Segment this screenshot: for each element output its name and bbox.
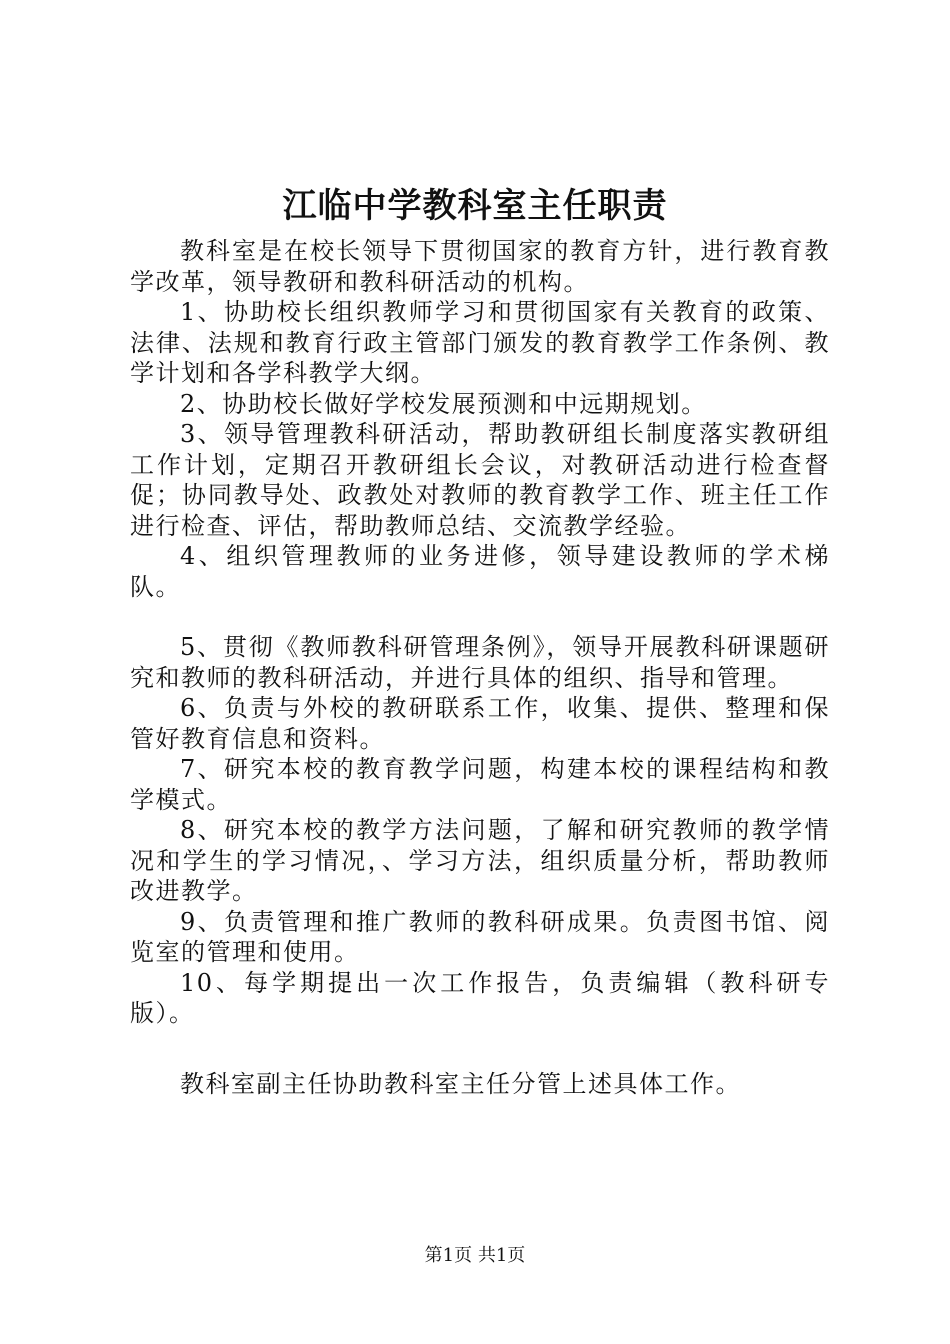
paragraph-intro: 教科室是在校长领导下贯彻国家的教育方针，进行教育教学改革，领导教研和教科研活动的机构。 [130,237,830,296]
paragraph-item-8: 8、研究本校的教学方法问题，了解和研究教师的教学情况和学生的学习情况，、学习方法，组织质量分析，帮助教师改进教学。 [130,816,830,905]
paragraph-item-3: 3、领导管理教科研活动，帮助教研组长制度落实教研组工作计划，定期召开教研组长会议，对教研活动进行检查督促；协同教导处、政教处对教师的教育教学工作、班主任工作进行检查、评估，帮助教师总结、交流教学经验。 [130,420,830,540]
document-body [130,236,830,1099]
paragraph-item-2: 2、协助校长做好学校发展预测和中远期规划。 [180,389,707,418]
paragraph-item-4: 4、组织管理教师的业务进修，领导建设教师的学术梯队。 [130,542,830,601]
page-title: 江临中学教科室主任职责 [282,186,668,226]
paragraph-item-9: 9、负责管理和推广教师的教科研成果。负责图书馆、阅览室的管理和使用。 [130,907,830,966]
paragraph-item-7: 7、研究本校的教育教学问题，构建本校的课程结构和教学模式。 [130,755,830,814]
paragraph-item-6: 6、负责与外校的教研联系工作，收集、提供、整理和保管好教育信息和资料。 [130,694,830,753]
page-number-footer: 第1页 共1页 [424,1245,526,1266]
paragraph-closing: 教科室副主任协助教科室主任分管上述具体工作。 [180,1069,741,1098]
paragraph-item-5: 5、贯彻《教师教科研管理条例》，领导开展教科研课题研究和教师的教科研活动，并进行具体的组织、指导和管理。 [130,633,830,692]
paragraph-item-1: 1、协助校长组织教师学习和贯彻国家有关教育的政策、法律、法规和教育行政主管部门颁发的教育教学工作条例、教学计划和各学科教学大纲。 [130,298,830,387]
paragraph-item-10: 10、每学期提出一次工作报告，负责编辑（教科研专版）。 [130,968,830,1027]
